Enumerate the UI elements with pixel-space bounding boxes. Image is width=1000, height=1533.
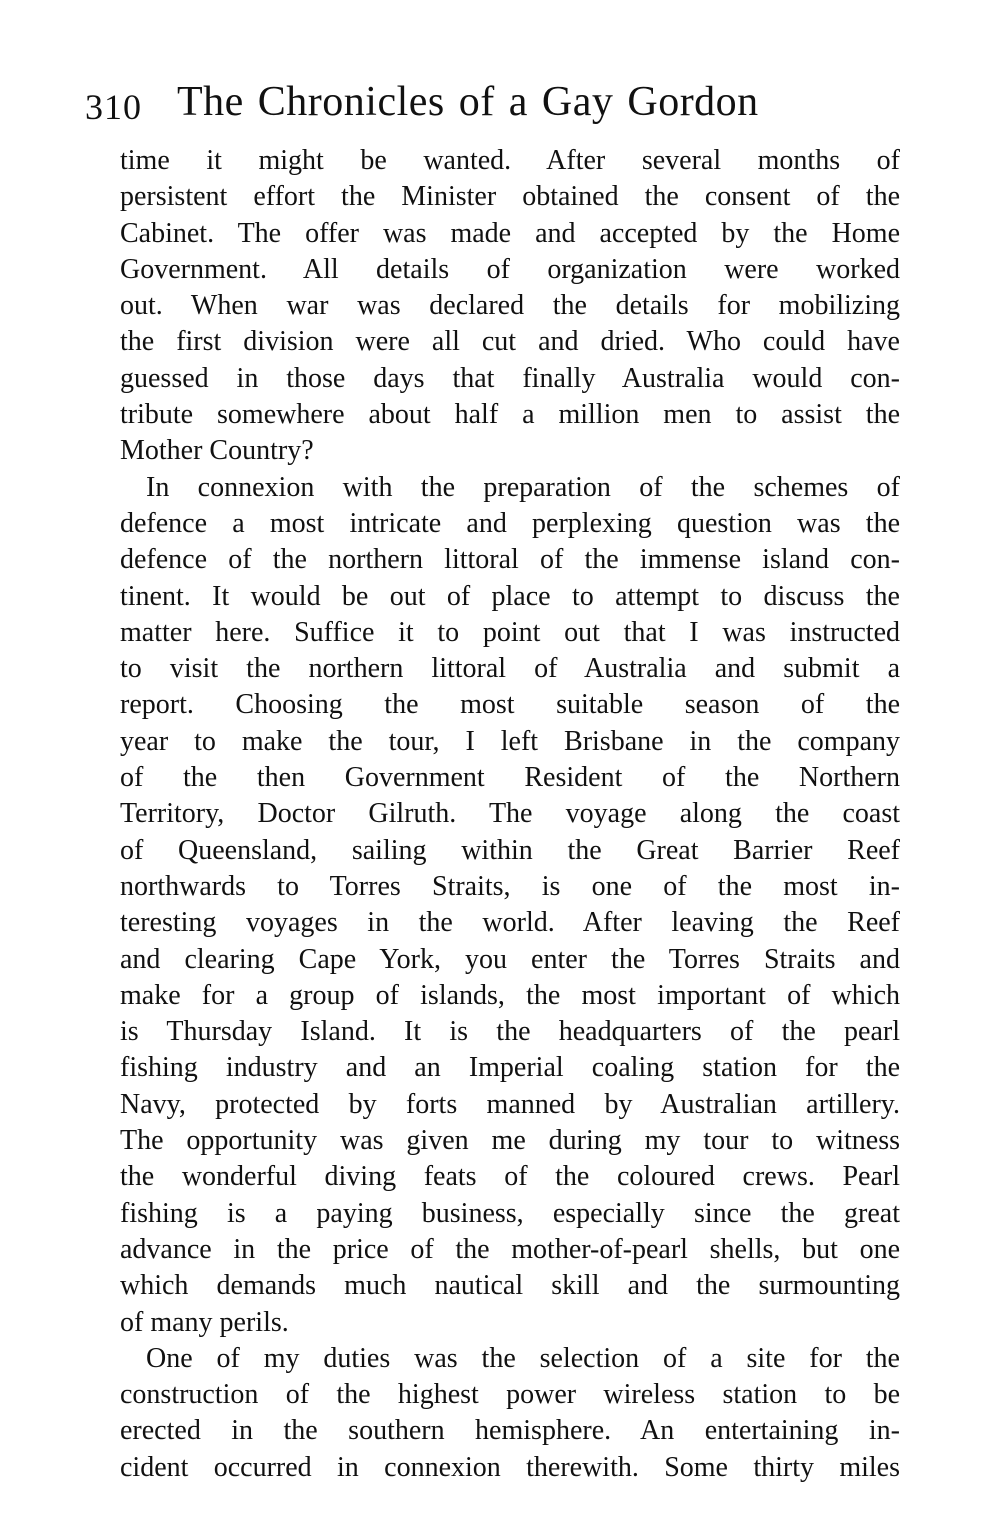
text-line: of Queensland, sailing within the Great Barrier Reef xyxy=(120,834,900,866)
text-line: tribute somewhere about half a million men to assist the xyxy=(120,399,900,431)
text-line: of the then Government Resident of the Northern xyxy=(120,762,900,794)
text-line: northwards to Torres Straits, is one of the most in- xyxy=(120,870,900,902)
text-line: Government. All details of organization were worked xyxy=(120,253,900,285)
text-line: is Thursday Island. It is the headquarters of the pearl xyxy=(120,1016,900,1048)
text-line: In connexion with the preparation of the schemes of xyxy=(146,471,900,503)
text-line: teresting voyages in the world. After leaving the Reef xyxy=(120,907,900,939)
text-line: construction of the highest power wireless station to be xyxy=(120,1379,900,1411)
text-line: report. Choosing the most suitable season of the xyxy=(120,689,900,721)
text-line: One of my duties was the selection of a site for the xyxy=(146,1342,900,1374)
text-line: fishing industry and an Imperial coaling station for the xyxy=(120,1052,900,1084)
text-line: the wonderful diving feats of the coloured crews. Pearl xyxy=(120,1161,900,1193)
page-number: 310 xyxy=(85,87,142,127)
text-line: time it might be wanted. After several months of xyxy=(120,145,900,176)
body-text xyxy=(120,143,900,1486)
text-line: Navy, protected by forts manned by Australian artillery. xyxy=(120,1088,900,1120)
text-line: erected in the southern hemisphere. An entertaining in- xyxy=(120,1415,900,1447)
text-line: defence of the northern littoral of the immense island con- xyxy=(120,544,900,576)
text-line: Cabinet. The offer was made and accepted by the Home xyxy=(120,217,900,249)
text-line: The opportunity was given me during my tour to witness xyxy=(120,1125,900,1157)
text-line: matter here. Suffice it to point out that I was instructed xyxy=(120,616,900,648)
text-line: of many perils. xyxy=(120,1306,289,1338)
text-line: advance in the price of the mother-of-pearl shells, but one xyxy=(120,1233,900,1265)
text-line: and clearing Cape York, you enter the Torres Straits and xyxy=(120,943,900,975)
text-line: the first division were all cut and dried. Who could have xyxy=(120,326,900,358)
text-line: fishing is a paying business, especially since the great xyxy=(120,1197,900,1229)
text-line: persistent effort the Minister obtained the consent of the xyxy=(120,181,900,213)
text-line: Territory, Doctor Gilruth. The voyage along the coast xyxy=(120,798,900,830)
running-header xyxy=(85,78,845,134)
text-line: cident occurred in connexion therewith. Some thirty miles xyxy=(120,1451,900,1483)
text-line: guessed in those days that finally Australia would con- xyxy=(120,362,900,394)
text-line: year to make the tour, I left Brisbane in the company xyxy=(120,725,900,757)
text-line: make for a group of islands, the most important of which xyxy=(120,979,900,1011)
text-line: tinent. It would be out of place to attempt to discuss the xyxy=(120,580,900,612)
text-line: defence a most intricate and perplexing question was the xyxy=(120,507,900,539)
text-line: to visit the northern littoral of Australia and submit a xyxy=(120,653,900,685)
text-line: Mother Country? xyxy=(120,435,314,467)
running-title: The Chronicles of a Gay Gordon xyxy=(177,79,759,125)
text-line: out. When war was declared the details for mobilizing xyxy=(120,290,900,322)
text-line: which demands much nautical skill and the surmounting xyxy=(120,1270,900,1302)
